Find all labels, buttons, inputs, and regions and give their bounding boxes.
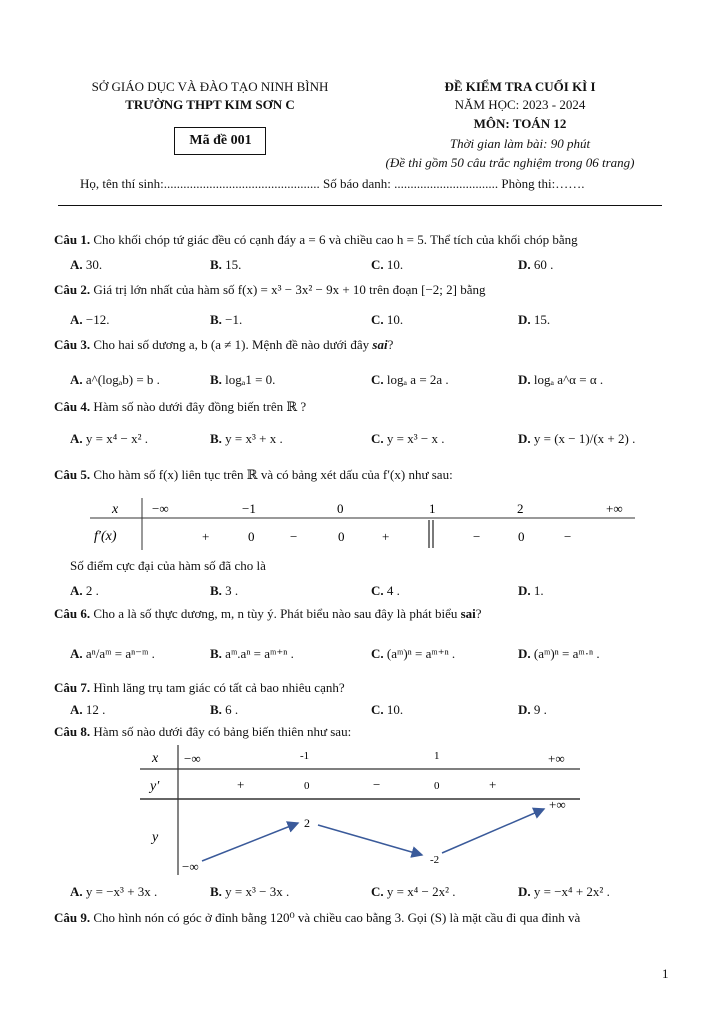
exam-note: (Đề thi gồm 50 câu trắc nghiệm trong 06 trang) (385, 155, 635, 170)
question-5: Câu 5. Cho hàm số f(x) liên tục trên ℝ và có bảng xét dấu của f′(x) như sau: (54, 467, 453, 482)
row-label-y: y (152, 830, 159, 845)
question-8: Câu 8. Hàm số nào dưới đây có bảng biến thiên như sau: (54, 724, 352, 739)
increase-arrow (202, 823, 298, 861)
x-value: +∞ (606, 501, 623, 516)
question-4: Câu 4. Hàm số nào dưới đây đồng biến trên ℝ ? (54, 399, 307, 414)
question-text: Cho khối chóp tứ giác đều có cạnh đáy a = 6 và chiều cao h = 5. Thể tích của khối chóp bằng (93, 232, 578, 247)
x-value: 2 (517, 501, 524, 516)
question-9: Câu 9. Cho hình nón có góc ở đỉnh bằng 120⁰ và chiều cao bằng 3. Gọi (S) là mặt cầu đi qua đỉnh và (54, 910, 581, 925)
school-name: TRƯỜNG THPT KIM SƠN C (125, 97, 295, 112)
y-value: +∞ (549, 797, 566, 812)
sign: + (202, 529, 210, 544)
option-a: A. a^(logₐb) = b . (70, 372, 160, 387)
time-limit: Thời gian làm bài: 90 phút (449, 136, 591, 151)
increase-arrow (442, 809, 544, 853)
row-label-fprime: f′(x) (94, 529, 117, 544)
student-info-line: Họ, tên thí sinh:................................................ Số báo danh: ................................ Phòng thi:……. (80, 176, 585, 191)
option-d: D. y = (x − 1)/(x + 2) . (518, 431, 636, 446)
x-value: −1 (242, 501, 256, 516)
x-value: −∞ (184, 751, 201, 766)
option-b: B. 3 . (210, 583, 239, 598)
sign: 0 (248, 529, 255, 544)
option-d: D. (aᵐ)ⁿ = aᵐ·ⁿ . (518, 646, 600, 661)
x-value: 0 (337, 501, 344, 516)
option-a: A. 2 . (70, 583, 99, 598)
y-value: 2 (304, 816, 310, 830)
option-c: C. (aᵐ)ⁿ = aᵐ⁺ⁿ . (371, 646, 456, 661)
department-name: SỞ GIÁO DỤC VÀ ĐÀO TẠO NINH BÌNH (91, 79, 329, 94)
option-a: A. y = x⁴ − x² . (70, 431, 148, 446)
option-a: A. −12. (70, 312, 110, 327)
option-a: A. 12 . (70, 702, 106, 717)
option-c: C. logₐ a = 2a . (371, 372, 449, 387)
x-value: 1 (434, 750, 440, 762)
question-2: Câu 2. Giá trị lớn nhất của hàm số f(x) = x³ − 3x² − 9x + 10 trên đoạn [−2; 2] bằng (54, 282, 486, 297)
y-value: -2 (430, 854, 440, 866)
header-divider (58, 205, 662, 206)
option-b: B. y = x³ − 3x . (210, 884, 290, 899)
sign-table (90, 498, 640, 553)
x-value: +∞ (548, 751, 565, 766)
question-3: Câu 3. Cho hai số dương a, b (a ≠ 1). Mệnh đề nào dưới đây sai? (54, 337, 394, 352)
option-c: C. y = x⁴ − 2x² . (371, 884, 456, 899)
question-label: Câu 1. (54, 232, 91, 247)
option-d: D. y = −x⁴ + 2x² . (518, 884, 610, 899)
row-label-x: x (112, 502, 119, 517)
option-c: C. 4 . (371, 583, 400, 598)
sign: + (489, 777, 497, 792)
option-b: B. −1. (210, 312, 243, 327)
option-d: D. 15. (518, 312, 551, 327)
exam-title: ĐỀ KIỂM TRA CUỐI KÌ I (444, 79, 596, 94)
page-number: 1 (662, 966, 669, 981)
row-label-yprime: y′ (150, 779, 160, 794)
decrease-arrow (318, 825, 422, 855)
option-b: B. 15. (210, 257, 242, 272)
x-value: −∞ (152, 501, 169, 516)
exam-code: Mã đề 001 (189, 133, 252, 148)
sign: 0 (304, 780, 310, 792)
sign: 0 (338, 529, 345, 544)
option-b: B. 6 . (210, 702, 239, 717)
sign: + (237, 777, 245, 792)
option-b: B. logₐ1 = 0. (210, 372, 276, 387)
sign: 0 (518, 529, 525, 544)
option-a: A. 30. (70, 257, 103, 272)
sign: 0 (434, 780, 440, 792)
x-value: -1 (300, 750, 310, 762)
option-c: C. 10. (371, 257, 404, 272)
question-6: Câu 6. Cho a là số thực dương, m, n tùy ý. Phát biểu nào sau đây là phát biểu sai? (54, 606, 482, 621)
option-d: D. 60 . (518, 257, 554, 272)
sign: − (564, 529, 572, 544)
x-value: 1 (429, 501, 436, 516)
option-d: D. 1. (518, 583, 544, 598)
row-label-x: x (152, 751, 159, 766)
question-5-follow: Số điểm cực đại của hàm số đã cho là (70, 558, 266, 573)
option-c: C. 10. (371, 312, 404, 327)
y-value: −∞ (182, 859, 199, 874)
option-b: B. y = x³ + x . (210, 431, 283, 446)
school-year: NĂM HỌC: 2023 - 2024 (454, 97, 586, 112)
subject: MÔN: TOÁN 12 (473, 116, 567, 131)
option-b: B. aᵐ.aⁿ = aᵐ⁺ⁿ . (210, 646, 294, 661)
option-c: C. 10. (371, 702, 404, 717)
option-d: D. 9 . (518, 702, 547, 717)
option-d: D. logₐ a^α = α . (518, 372, 604, 387)
option-a: A. y = −x³ + 3x . (70, 884, 158, 899)
variation-table (140, 745, 585, 877)
sign: − (373, 777, 381, 792)
sign: + (382, 529, 390, 544)
question-1 (54, 232, 578, 248)
sign: − (290, 529, 298, 544)
sign: − (473, 529, 481, 544)
option-a: A. aⁿ/aᵐ = aⁿ⁻ᵐ . (70, 646, 155, 661)
option-c: C. y = x³ − x . (371, 431, 445, 446)
question-7: Câu 7. Hình lăng trụ tam giác có tất cả bao nhiêu cạnh? (54, 680, 345, 695)
